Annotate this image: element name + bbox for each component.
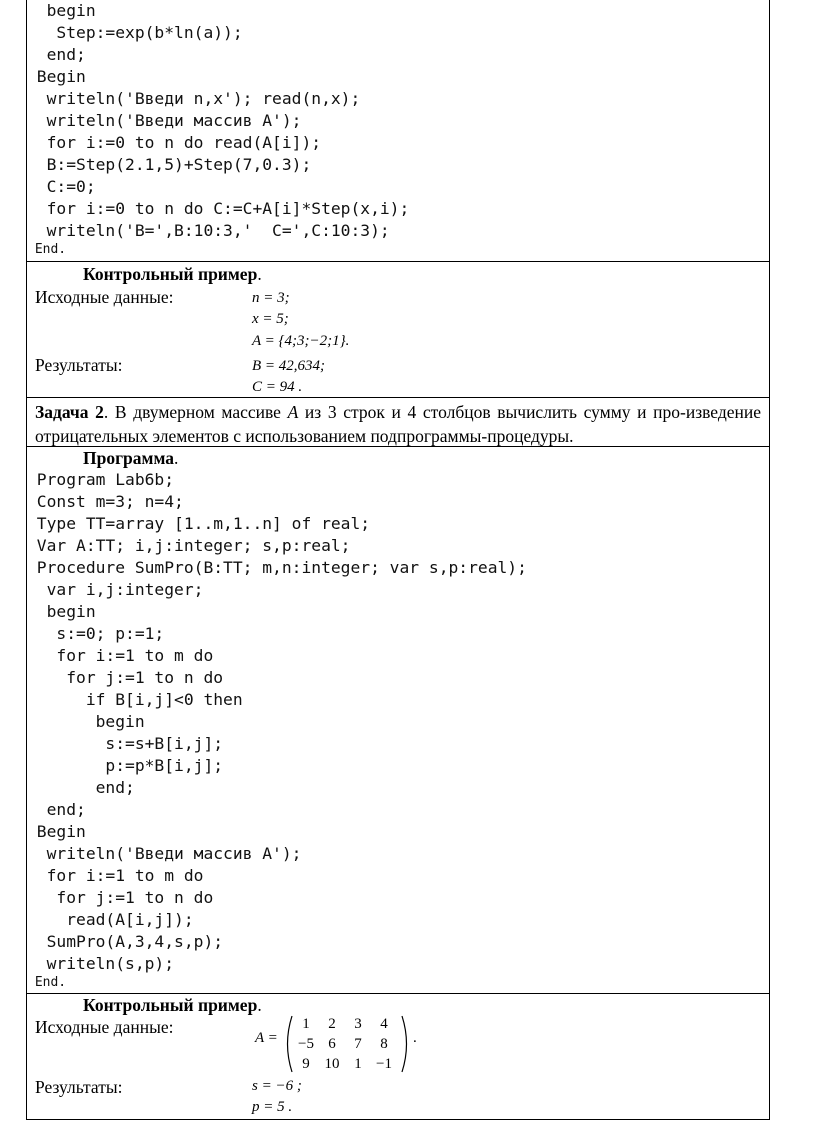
matrix-cell: 8 — [380, 1035, 388, 1052]
code-line: writeln('B=',B:10:3,' C=',C:10:3); — [27, 221, 390, 240]
code-line: end; — [27, 45, 86, 64]
control-example-1 — [27, 262, 769, 396]
matrix-lhs: A = — [255, 1030, 278, 1046]
code-line: if B[i,j]<0 then — [27, 690, 243, 709]
matrix-cell: −1 — [376, 1055, 392, 1072]
code-line: s:=0; p:=1; — [27, 624, 165, 643]
task-text: Задача 2. В двумерном массиве A из 3 строк и 4 столбцов вычислить сумму и про-изведение отрицательных элементов с использованием подпрограммы-процедуры. — [35, 402, 761, 446]
code-block-top — [27, 0, 769, 258]
code-end: End. — [27, 242, 67, 257]
code-line: writeln(s,p); — [27, 954, 175, 973]
matrix-cell: 6 — [328, 1035, 336, 1052]
code-line: var i,j:integer; — [27, 580, 204, 599]
value-s: s = −6 ; — [252, 1078, 302, 1094]
code-line: begin — [27, 712, 145, 731]
code-listing — [27, 0, 769, 258]
example-heading: Контрольный пример. — [83, 995, 262, 1015]
document-page — [26, 0, 770, 1120]
code-line: for i:=1 to m do — [27, 866, 204, 885]
value-c: C = 94 . — [252, 379, 303, 395]
matrix-cell: 4 — [380, 1015, 388, 1032]
code-line: Program Lab6b; — [27, 470, 175, 489]
right-paren — [399, 1014, 413, 1074]
code-line: end; — [27, 778, 135, 797]
value-p: p = 5 . — [252, 1099, 293, 1115]
code-line: Var A:TT; i,j:integer; s,p:real; — [27, 536, 351, 555]
code-block-bottom — [27, 469, 769, 991]
input-label: Исходные данные: — [35, 1017, 174, 1037]
code-line: begin — [27, 1, 96, 20]
matrix-cell: 7 — [354, 1035, 362, 1052]
code-listing — [27, 469, 769, 991]
matrix-cell: 2 — [328, 1015, 336, 1032]
matrix-cell: 10 — [324, 1055, 340, 1072]
value-array-a: A = {4;3;−2;1}. — [252, 333, 350, 349]
matrix-cell: 3 — [354, 1015, 362, 1032]
matrix-a — [293, 1014, 397, 1074]
code-line: read(A[i,j]); — [27, 910, 194, 929]
code-line: for i:=0 to n do read(A[i]); — [27, 133, 322, 152]
code-line: Begin — [27, 67, 86, 86]
program-section — [27, 447, 769, 469]
code-end: End. — [27, 975, 67, 990]
input-label: Исходные данные: — [35, 287, 174, 307]
code-line: Const m=3; n=4; — [27, 492, 184, 511]
value-n: n = 3; — [252, 290, 290, 306]
value-x: x = 5; — [252, 311, 289, 327]
matrix-end: . — [413, 1030, 417, 1046]
results-label: Результаты: — [35, 355, 123, 375]
code-line: writeln('Введи массив A'); — [27, 844, 302, 863]
control-example-2 — [27, 994, 769, 1120]
code-line: p:=p*B[i,j]; — [27, 756, 224, 775]
code-line: Type TT=array [1..m,1..n] of real; — [27, 514, 371, 533]
code-line: C:=0; — [27, 177, 96, 196]
code-line: writeln('Введи массив A'); — [27, 111, 302, 130]
task-2 — [27, 398, 769, 446]
results-label: Результаты: — [35, 1077, 123, 1097]
code-line: for i:=0 to n do C:=C+A[i]*Step(x,i); — [27, 199, 410, 218]
matrix-cell: 1 — [354, 1055, 362, 1072]
code-line: begin — [27, 602, 96, 621]
matrix-cell: 1 — [302, 1015, 310, 1032]
code-line: Begin — [27, 822, 86, 841]
code-line: s:=s+B[i,j]; — [27, 734, 224, 753]
code-line: for j:=1 to n do — [27, 888, 214, 907]
matrix-cell: 9 — [302, 1055, 310, 1072]
code-line: Procedure SumPro(B:TT; m,n:integer; var s,p:real); — [27, 558, 527, 577]
code-line: SumPro(A,3,4,s,p); — [27, 932, 224, 951]
example-heading: Контрольный пример. — [83, 264, 262, 284]
value-b: B = 42,634; — [252, 358, 326, 374]
code-line: B:=Step(2.1,5)+Step(7,0.3); — [27, 155, 312, 174]
matrix-cell: −5 — [298, 1035, 314, 1052]
code-line: writeln('Введи n,x'); read(n,x); — [27, 89, 361, 108]
code-line: end; — [27, 800, 86, 819]
code-line: for i:=1 to m do — [27, 646, 214, 665]
code-line: for j:=1 to n do — [27, 668, 224, 687]
code-line: Step:=exp(b*ln(a)); — [27, 23, 243, 42]
program-heading: Программа. — [83, 448, 179, 468]
